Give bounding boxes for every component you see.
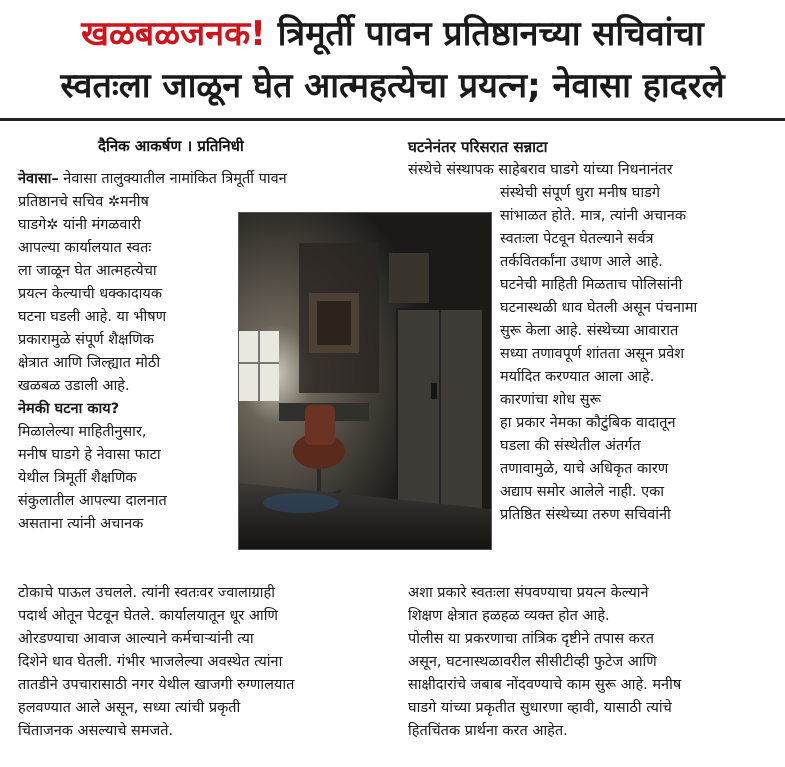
right-line: साक्षीदारांचे जबाब नोंदवण्याचे काम सुरू आहे. मनीष [408,677,682,693]
left-line: मिळालेल्या माहितीनुसार, [18,424,147,440]
left-line: तातडीने उपचारासाठी नगर येथील खाजगी रुग्णालयात [18,677,295,693]
left-line: क्षेत्रात आणि जिल्ह्यात मोठी [18,355,161,371]
left-para1-head [18,168,388,191]
right-line: तर्कवितर्कांना उधाण आले आहे. [500,254,663,270]
left-line: संकुलातील आपल्या दालनात [18,493,167,509]
left-line: आपल्या कार्यालयात स्वतः [18,240,152,256]
right-line: असून, घटनास्थळावरील सीसीटीव्ही फुटेज आणि [408,654,657,670]
right-line: हा प्रकार नेमका कौटुंबिक वादातून [500,415,676,431]
left-line: हलवण्यात आले असून, सध्या त्यांची प्रकृती [18,700,241,716]
right-line: सध्या तणावपूर्ण शांतता असून प्रवेश [500,346,685,362]
right-line: मर्यादित करण्यात आला आहे. [500,369,655,385]
left-line: ला जाळून घेत आत्महत्येचा [18,263,157,279]
burnt-office-photo [238,212,492,550]
headline-line-1 [0,8,785,60]
left-line: प्रतिष्ठानचे सचिव ✲मनीष [18,194,149,210]
left-line: मनीष घाडगे हे नेवासा फाटा [18,447,161,463]
right-line: शिक्षण क्षेत्रात हळहळ व्यक्त होत आहे. [408,608,610,624]
headline-line1-rest: त्रिमूर्ती पावन प्रतिष्ठानच्या सचिवांचा [265,14,704,54]
right-line: सुरू केला आहे. संस्थेच्या आवारात [500,323,679,339]
right-line: घडला की संस्थेतील अंतर्गत [500,438,641,454]
left-subhead: नेमकी घटना काय? [18,401,120,417]
left-line: येथील त्रिमूर्ती शैक्षणिक [18,470,137,486]
left-line: टोकाचे पाऊल उचलले. त्यांनी स्वतःवर ज्वालाग्राही [18,585,275,601]
right-line: अद्याप समोर आलेले नाही. एका [500,484,665,500]
right-line: पोलीस या प्रकरणाचा तांत्रिक दृष्टीने तपास करत [408,631,654,647]
headline [0,8,785,112]
left-line: असताना त्यांनी अचानक [18,516,144,532]
dateline: नेवासा– [18,171,59,187]
right-line: सांभाळत होते. मात्र, त्यांनी अचानक [500,208,686,224]
left-line: प्रकारामुळे संपूर्ण शैक्षणिक [18,332,154,348]
left-line: दिशेने धाव घेतली. गंभीर भाजलेल्या अवस्थेत त्यांना [18,654,283,670]
right-subhead-1: घटनेनंतर परिसरात सन्नाटा [408,138,548,156]
left-line: ओरडण्याचा आवाज आल्याने कर्मचाऱ्यांनी त्या [18,631,254,647]
left-line: नेवासा तालुक्यातील नामांकित त्रिमूर्ती पावन [58,171,287,187]
right-col-wrap [500,182,780,527]
left-line: पदार्थ ओतून पेटवून घेतले. कार्यालयातून धूर आणि [18,608,278,624]
right-line: स्वतःला पेटवून घेतल्याने सर्वत्र [500,231,654,247]
headline-divider [0,118,785,121]
left-line: चिंताजनक असल्याचे समजते. [18,723,174,739]
right-line: प्रतिष्ठित संस्थेच्या तरुण सचिवांनी [500,507,671,523]
right-col-top [408,136,778,182]
left-para1 [18,191,238,536]
left-line: घाडगे✲ यांनी मंगळवारी [18,217,141,233]
right-col-bottom [408,582,778,743]
left-line: घटना घडली आहे. या भीषण [18,309,167,325]
right-line: संस्थेचे संस्थापक साहेबराव घाडगे यांच्या निधनानंतर [408,162,673,178]
right-line: घटनेची माहिती मिळताच पोलिसांनी [500,277,683,293]
right-line: घटनास्थळी धाव घेतली असून पंचनामा [500,300,698,316]
right-line: हितचिंतक प्रार्थना करत आहेत. [408,723,568,739]
right-line: घाडगे यांच्या प्रकृतीत सुधारणा व्हावी, यासाठी त्यांचे [408,700,672,716]
headline-line-2: स्वतःला जाळून घेत आत्महत्येचा प्रयत्न; नेवासा हादरले [60,66,725,106]
byline: दैनिक आकर्षण । प्रतिनिधी [98,137,244,155]
headline-lead: खळबळजनक! [81,14,266,54]
right-line: संस्थेची संपूर्ण धुरा मनीष घाडगे [500,185,661,201]
right-line: तणावामुळे, याचे अधिकृत कारण [500,461,669,477]
left-line: प्रयत्न केल्याची धक्कादायक [18,286,162,302]
right-line: अशा प्रकारे स्वतःला संपवण्याचा प्रयत्न केल्याने [408,585,649,601]
left-para2-wide [18,582,408,743]
left-line: खळबळ उडाली आहे. [18,378,130,394]
right-subhead-2: कारणांचा शोध सुरू [500,392,601,408]
